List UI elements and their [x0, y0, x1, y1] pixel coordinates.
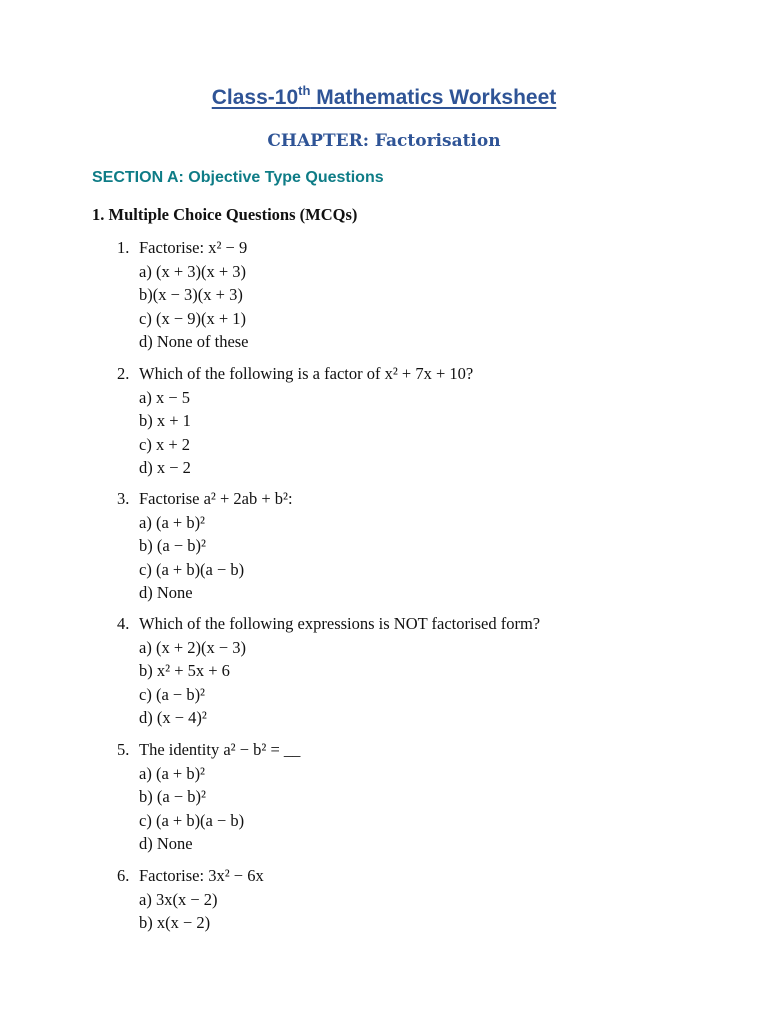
option-b: b)(x − 3)(x + 3)	[139, 285, 243, 304]
option-c: c) (a + b)(a − b)	[139, 810, 245, 830]
title-suffix: Mathematics Worksheet	[310, 86, 557, 109]
option-b: b) (a − b)²	[139, 787, 206, 806]
question-number: 4.	[117, 614, 130, 633]
question-text: The identity a² − b² = __	[139, 740, 301, 759]
question-1	[117, 236, 249, 354]
option-c: c) (x − 9)(x + 1)	[139, 308, 247, 328]
question-text: Which of the following is a factor of x² + 7x + 10?	[139, 364, 474, 383]
option-d: d) None	[139, 583, 193, 602]
worksheet-title	[0, 83, 768, 110]
question-text: Factorise: 3x² − 6x	[139, 866, 264, 885]
option-d: d) None	[139, 834, 193, 853]
question-text: Factorise: x² − 9	[139, 238, 248, 257]
option-d: d) x − 2	[139, 458, 191, 477]
option-a: a) (a + b)²	[139, 763, 206, 783]
section-heading: SECTION A: Objective Type Questions	[92, 169, 384, 186]
option-a: a) (a + b)²	[139, 512, 206, 532]
question-number: 6.	[117, 866, 130, 885]
question-number: 5.	[117, 740, 130, 759]
option-c: c) (a − b)²	[139, 684, 206, 704]
option-a: a) x − 5	[139, 387, 190, 407]
option-a: a) (x + 3)(x + 3)	[139, 261, 247, 281]
question-5	[117, 738, 300, 856]
question-number: 2.	[117, 364, 130, 383]
option-c: c) (a + b)(a − b)	[139, 559, 245, 579]
question-number: 3.	[117, 489, 130, 508]
option-a: a) 3x(x − 2)	[139, 889, 218, 909]
option-d: d) (x − 4)²	[139, 708, 207, 727]
chapter-heading: CHAPTER: Factorisation	[267, 131, 501, 151]
mcq-subheading: 1. Multiple Choice Questions (MCQs)	[92, 205, 358, 224]
option-c: c) x + 2	[139, 434, 190, 454]
question-number: 1.	[117, 238, 130, 257]
option-d: d) None of these	[139, 332, 249, 351]
question-3	[117, 487, 293, 605]
question-2	[117, 362, 473, 480]
title-prefix: Class-10	[211, 86, 299, 109]
question-text: Factorise a² + 2ab + b²:	[139, 489, 293, 508]
question-6	[117, 864, 264, 935]
question-text: Which of the following expressions is NOT factorised form?	[139, 614, 541, 633]
option-b: b) x(x − 2)	[139, 913, 211, 932]
option-b: b) x + 1	[139, 411, 191, 430]
question-4	[117, 612, 540, 730]
option-a: a) (x + 2)(x − 3)	[139, 637, 247, 657]
option-b: b) x² + 5x + 6	[139, 661, 230, 680]
option-b: b) (a − b)²	[139, 536, 206, 555]
title-superscript: th	[298, 83, 311, 98]
